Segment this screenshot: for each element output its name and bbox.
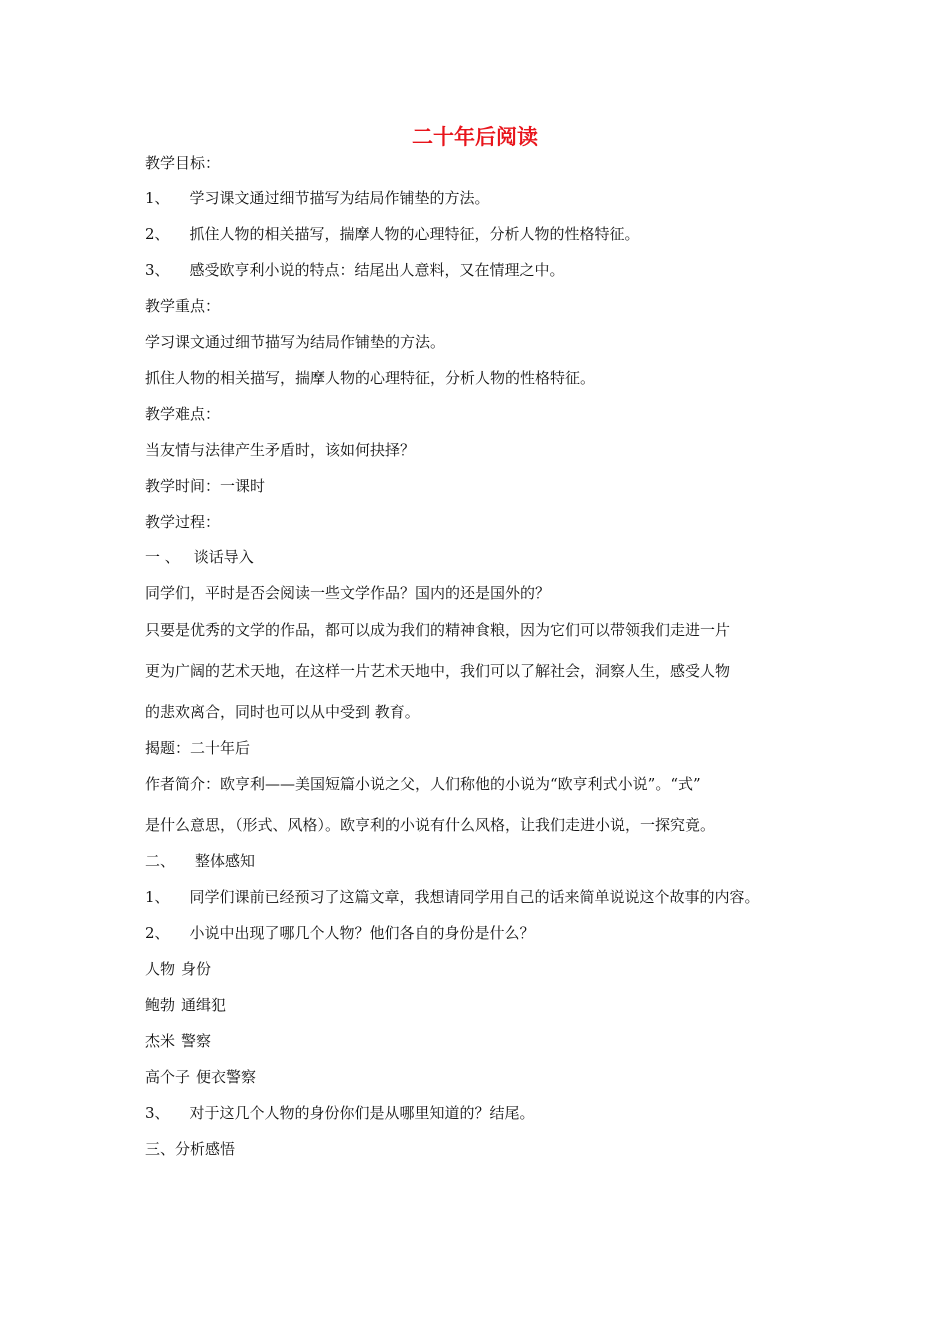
item-text: 小说中出现了哪几个人物？他们各自的身份是什么？ [189, 924, 535, 942]
paragraph: 同学们，平时是否会阅读一些文学作品？国内的还是国外的？ [145, 584, 551, 602]
character-row [145, 958, 211, 980]
objective-text: 感受欧亨利小说的特点：结尾出人意料，又在情理之中。 [189, 261, 565, 279]
objective-text: 学习课文通过细节描写为结局作铺垫的方法。 [189, 189, 490, 207]
section-2-item-1 [145, 886, 760, 908]
character-row [145, 1066, 256, 1088]
page-title: 二十年后阅读 [412, 125, 538, 149]
objective-item-3 [145, 259, 565, 281]
character-name: 鲍勃 [145, 996, 176, 1014]
character-name: 杰米 [145, 1032, 176, 1050]
section-2-item-2 [145, 922, 535, 944]
character-name: 人物 [145, 960, 176, 978]
character-row [145, 1030, 211, 1052]
character-role: 身份 [181, 960, 212, 978]
objective-text: 抓住人物的相关描写，揣摩人物的心理特征，分析人物的性格特征。 [189, 225, 640, 243]
item-text: 同学们课前已经预习了这篇文章，我想请同学用自己的话来简单说说这个故事的内容。 [189, 888, 760, 906]
difficulty-heading: 教学难点： [145, 405, 221, 423]
objective-item-2 [145, 223, 640, 245]
process-heading: 教学过程： [145, 513, 221, 531]
section-1-heading [145, 546, 254, 568]
character-row [145, 994, 226, 1016]
key-point-1: 学习课文通过细节描写为结局作铺垫的方法。 [145, 333, 446, 351]
character-role: 警察 [181, 1032, 212, 1050]
section-3-heading: 三、分析感悟 [145, 1140, 236, 1158]
objectives-heading: 教学目标： [145, 154, 221, 172]
section-number: 一 、 [145, 548, 180, 566]
section-2-item-3 [145, 1102, 535, 1124]
item-text: 对于这几个人物的身份你们是从哪里知道的？结尾。 [189, 1104, 535, 1122]
item-number: 2、 [145, 924, 170, 942]
paragraph-line: 的悲欢离合，同时也可以从中受到 教育。 [145, 703, 420, 721]
author-intro-line: 是什么意思，（形式、风格）。欧亨利的小说有什么风格，让我们走进小说，一探究竟。 [145, 816, 716, 834]
section-title: 整体感知 [195, 852, 256, 870]
paragraph-line: 只要是优秀的文学的作品，都可以成为我们的精神食粮，因为它们可以带领我们走进一片 [145, 621, 731, 639]
author-intro-line: 作者简介：欧亨利——美国短篇小说之父，人们称他的小说为“欧亨利式小说”。“式” [145, 775, 701, 793]
section-title: 谈话导入 [193, 548, 254, 566]
teaching-time-value: 一课时 [220, 477, 266, 495]
objective-item-1 [145, 187, 490, 209]
difficulty-text: 当友情与法律产生矛盾时，该如何抉择？ [145, 441, 416, 459]
character-role: 便衣警察 [196, 1068, 257, 1086]
item-number: 1、 [145, 888, 170, 906]
section-number: 二、 [145, 852, 176, 870]
objective-number: 3、 [145, 261, 170, 279]
item-number: 3、 [145, 1104, 170, 1122]
objective-number: 1、 [145, 189, 170, 207]
key-point-2: 抓住人物的相关描写，揣摩人物的心理特征，分析人物的性格特征。 [145, 369, 596, 387]
section-2-heading [145, 850, 255, 872]
teaching-time [145, 475, 265, 497]
character-role: 通缉犯 [181, 996, 227, 1014]
paragraph-line: 更为广阔的艺术天地，在这样一片艺术天地中，我们可以了解社会，洞察人生，感受人物 [145, 662, 731, 680]
key-points-heading: 教学重点： [145, 297, 221, 315]
objective-number: 2、 [145, 225, 170, 243]
teaching-time-label: 教学时间： [145, 477, 221, 495]
character-name: 高个子 [145, 1068, 191, 1086]
reveal-topic: 揭题：二十年后 [145, 739, 251, 757]
